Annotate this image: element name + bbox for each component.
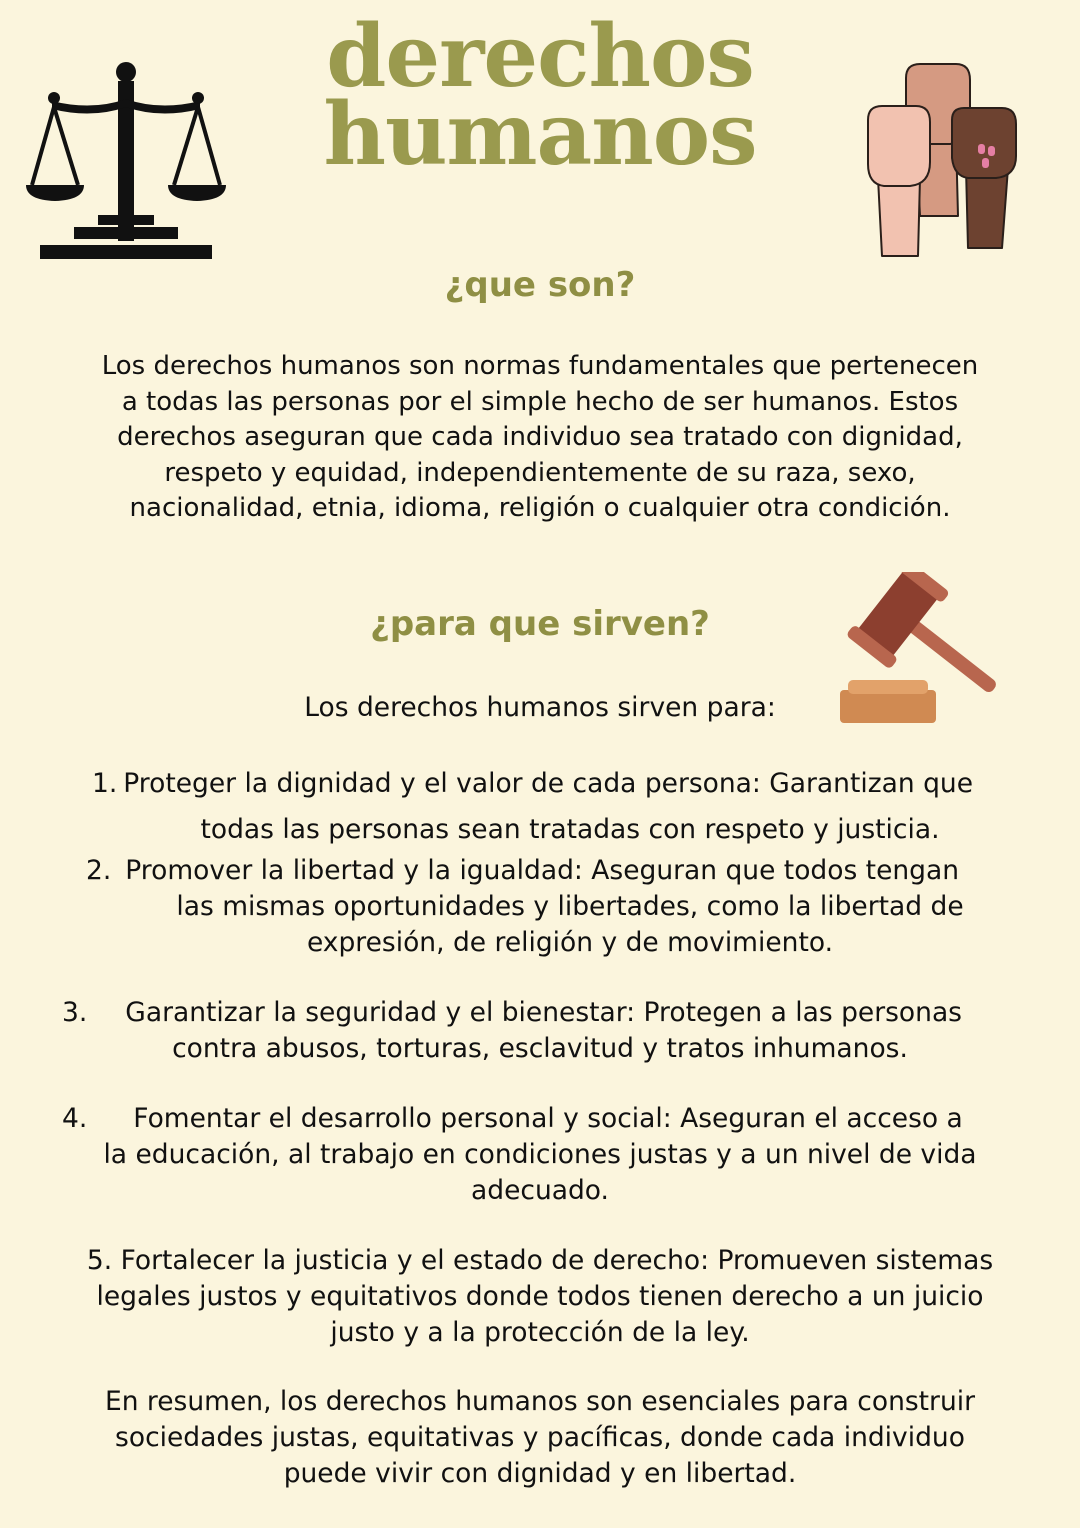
list-item-1-continuation: todas las personas sean tratadas con respeto y justicia. <box>200 814 940 845</box>
title-line-2: humanos <box>323 84 757 185</box>
scales-of-justice-icon <box>22 55 232 265</box>
list-item-number: 3. <box>62 997 88 1028</box>
raised-fists-icon <box>862 58 1027 258</box>
list-item-text: Fomentar el desarrollo personal y social: Aseguran el acceso a <box>133 1103 963 1134</box>
page-title <box>240 6 840 185</box>
title-line-1: derechos <box>326 6 754 107</box>
summary-paragraph: En resumen, los derechos humanos son esenciales para construir sociedades justas, equitativas y pacíficas, donde cada individuo puede vivir con dignidad y en libertad. <box>104 1386 976 1489</box>
list-item-1 <box>92 766 1032 802</box>
list-item-3 <box>62 995 1042 1031</box>
list-item-text: Proteger la dignidad y el valor de cada persona: Garantizan que <box>123 768 973 799</box>
list-item-4 <box>62 1101 1042 1137</box>
heading-para-que-sirven: ¿para que sirven? <box>370 604 710 644</box>
list-item-3-continuation: contra abusos, torturas, esclavitud y tratos inhumanos. <box>172 1033 908 1064</box>
list-item-number: 4. <box>62 1103 88 1134</box>
list-item-4-continuation: la educación, al trabajo en condiciones justas y a un nivel de vida adecuado. <box>103 1139 977 1206</box>
list-item-number: 5. <box>86 1245 113 1276</box>
list-item-2-continuation: las mismas oportunidades y libertades, como la libertad de expresión, de religión y de movimiento. <box>176 891 964 958</box>
list-item-5 <box>60 1243 1020 1351</box>
list-item-number: 2. <box>86 855 112 886</box>
list-item-text: Promover la libertad y la igualdad: Aseguran que todos tengan <box>125 855 960 886</box>
que-son-paragraph: Los derechos humanos son normas fundamentales que pertenecen a todas las personas por el simple hecho de ser humanos. Estos derechos aseguran que cada individuo sea tratado con dignidad, respeto y equidad, independientemente de su raza, sexo, nacionalidad, etnia, idioma, religión o cualquier otra condición. <box>101 351 979 523</box>
list-item-text: Garantizar la seguridad y el bienestar: Protegen a las personas <box>125 997 962 1028</box>
heading-que-son: ¿que son? <box>444 265 636 305</box>
list-item-number: 1. <box>92 768 118 799</box>
list-item-2 <box>86 853 1046 889</box>
list-item-text: Fortalecer la justicia y el estado de derecho: Promueven sistemas legales justos y equitativos donde todos tienen derecho a un juicio justo y a la protección de la ley. <box>96 1245 994 1348</box>
sirven-intro: Los derechos humanos sirven para: <box>304 692 776 723</box>
